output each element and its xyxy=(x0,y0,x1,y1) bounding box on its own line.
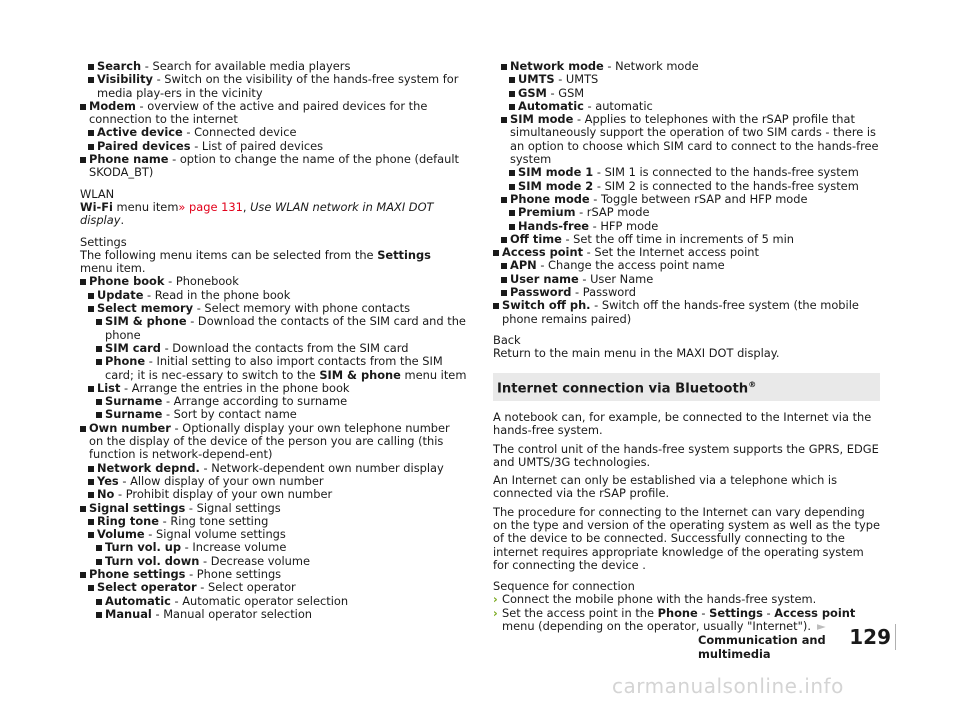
list-item-select-memory: Select memory - Select memory with phone contacts xyxy=(80,302,467,315)
step-1: › Connect the mobile phone with the hands-free system. xyxy=(493,592,817,607)
paragraph-2: The control unit of the hands-free system supports the GPRS, EDGE and UMTS/3G technologies. xyxy=(493,441,879,469)
list-item-no: No - Prohibit display of your own number xyxy=(80,488,467,501)
list-item-own-number: Own number - Optionally display your own telephone number on the display of the device of the person you are calling (this function is network-depend-ent) xyxy=(80,422,467,462)
list-item-user-name: User name - User Name xyxy=(493,273,880,286)
settings-intro: The following menu items can be selected from the Settings menu item. xyxy=(80,247,431,276)
list-item-signal-settings: Signal settings - Signal settings xyxy=(80,502,467,515)
list-item-gsm: GSM - GSM xyxy=(493,87,880,100)
back-text: Return to the main menu in the MAXI DOT display. xyxy=(493,346,780,361)
list-item-surname-sort: Surname - Sort by contact name xyxy=(80,408,467,421)
wifi-line: Wi-Fi menu item» page 131, Use WLAN network in MAXI DOT display. xyxy=(80,199,434,228)
list-item-sim-mode-1: SIM mode 1 - SIM 1 is connected to the hands-free system xyxy=(493,166,880,179)
right-column xyxy=(493,60,880,633)
list-item-paired-devices: Paired devices - List of paired devices xyxy=(80,140,467,153)
list-item-yes: Yes - Allow display of your own number xyxy=(80,475,467,488)
list-item-password: Password - Password xyxy=(493,286,880,299)
step-2: › Set the access point in the Phone - Settings - Access point menu (depending on the operator, usually "Internet"). ► xyxy=(493,605,856,634)
wlan-heading: WLAN xyxy=(80,186,115,201)
list-item-phone-name: Phone name - option to change the name of the phone (default SKODA_BT) xyxy=(80,153,467,180)
list-item-update: Update - Read in the phone book xyxy=(80,289,467,302)
sequence-heading: Sequence for connection xyxy=(493,579,635,594)
arrow-icon: › xyxy=(493,605,498,620)
list-item-sim-mode: SIM mode - Applies to telephones with the rSAP profile that simultaneously support the operation of two SIM cards - there is an option to choose which SIM card to connect to the hands-free system xyxy=(493,113,880,166)
list-item-active-device: Active device - Connected device xyxy=(80,126,467,139)
paragraph-3: An Internet can only be established via a telephone which is connected via the rSAP profile. xyxy=(493,473,838,501)
back-heading: Back xyxy=(493,332,521,347)
continue-icon: ► xyxy=(816,619,826,634)
page-footer xyxy=(680,624,896,661)
list-item-apn: APN - Change the access point name xyxy=(493,259,880,272)
list-item-visibility: Visibility - Switch on the visibility of the hands-free system for media play-ers in the vicinity xyxy=(80,73,467,100)
paragraph-1: A notebook can, for example, be connected to the Internet via the hands-free system. xyxy=(493,409,872,438)
list-item-turn-vol-down: Turn vol. down - Decrease volume xyxy=(80,555,467,568)
page-number: 129 xyxy=(849,625,891,649)
list-item-turn-vol-up: Turn vol. up - Increase volume xyxy=(80,541,467,554)
list-item-off-time: Off time - Set the off time in increments of 5 min xyxy=(493,233,880,246)
list-item-network-depnd: Network depnd. - Network-dependent own number display xyxy=(80,462,467,475)
list-item-phone-settings: Phone settings - Phone settings xyxy=(80,568,467,581)
list-item-phone-book: Phone book - Phonebook xyxy=(80,275,467,288)
list-item-select-operator: Select operator - Select operator xyxy=(80,581,467,594)
list-item-volume: Volume - Signal volume settings xyxy=(80,528,467,541)
section-title-bar xyxy=(493,373,880,401)
paragraph-4: The procedure for connecting to the Internet can vary depending on the type and version of the operating system as well as the type of the device to be connected. Successfully connecting to the internet requires appropriate knowledge of the operating system for connecting the device . xyxy=(493,504,880,572)
watermark: carmanualsonline.info xyxy=(612,674,844,698)
arrow-icon: › xyxy=(493,592,498,607)
footer-title: Communication and multimedia xyxy=(698,633,826,661)
list-item-hands-free: Hands-free - HFP mode xyxy=(493,220,880,233)
registered-mark: ® xyxy=(748,379,757,389)
list-item-sim-phone: SIM & phone - Download the contacts of the SIM card and the phone xyxy=(80,315,467,342)
left-column xyxy=(80,60,467,621)
list-item-switch-off: Switch off ph. - Switch off the hands-free system (the mobile phone remains paired) xyxy=(493,299,880,326)
settings-heading: Settings xyxy=(80,234,127,249)
list-item-modem: Modem - overview of the active and paired devices for the connection to the internet xyxy=(80,100,467,127)
list-item-ring-tone: Ring tone - Ring tone setting xyxy=(80,515,467,528)
list-item-sim-card: SIM card - Download the contacts from the SIM card xyxy=(80,342,467,355)
section-title: Internet connection via Bluetooth xyxy=(497,380,749,396)
list-item-surname-arrange: Surname - Arrange according to surname xyxy=(80,395,467,408)
list-item-sim-mode-2: SIM mode 2 - SIM 2 is connected to the hands-free system xyxy=(493,180,880,193)
list-item-premium: Premium - rSAP mode xyxy=(493,206,880,219)
list-item-phone: Phone - Initial setting to also import contacts from the SIM card; it is nec-essary to switch to the SIM & phone menu item xyxy=(80,355,467,382)
list-item-umts: UMTS - UMTS xyxy=(493,73,880,86)
page-link[interactable]: » page 131 xyxy=(178,199,243,214)
list-item-manual-operator: Manual - Manual operator selection xyxy=(80,608,467,621)
list-item-list: List - Arrange the entries in the phone book xyxy=(80,382,467,395)
list-item-phone-mode: Phone mode - Toggle between rSAP and HFP mode xyxy=(493,193,880,206)
list-item-automatic-network: Automatic - automatic xyxy=(493,100,880,113)
list-item-access-point: Access point - Set the Internet access point xyxy=(493,246,880,259)
list-item-network-mode: Network mode - Network mode xyxy=(493,60,880,73)
list-item-search: Search - Search for available media players xyxy=(80,60,467,73)
list-item-automatic-operator: Automatic - Automatic operator selection xyxy=(80,595,467,608)
